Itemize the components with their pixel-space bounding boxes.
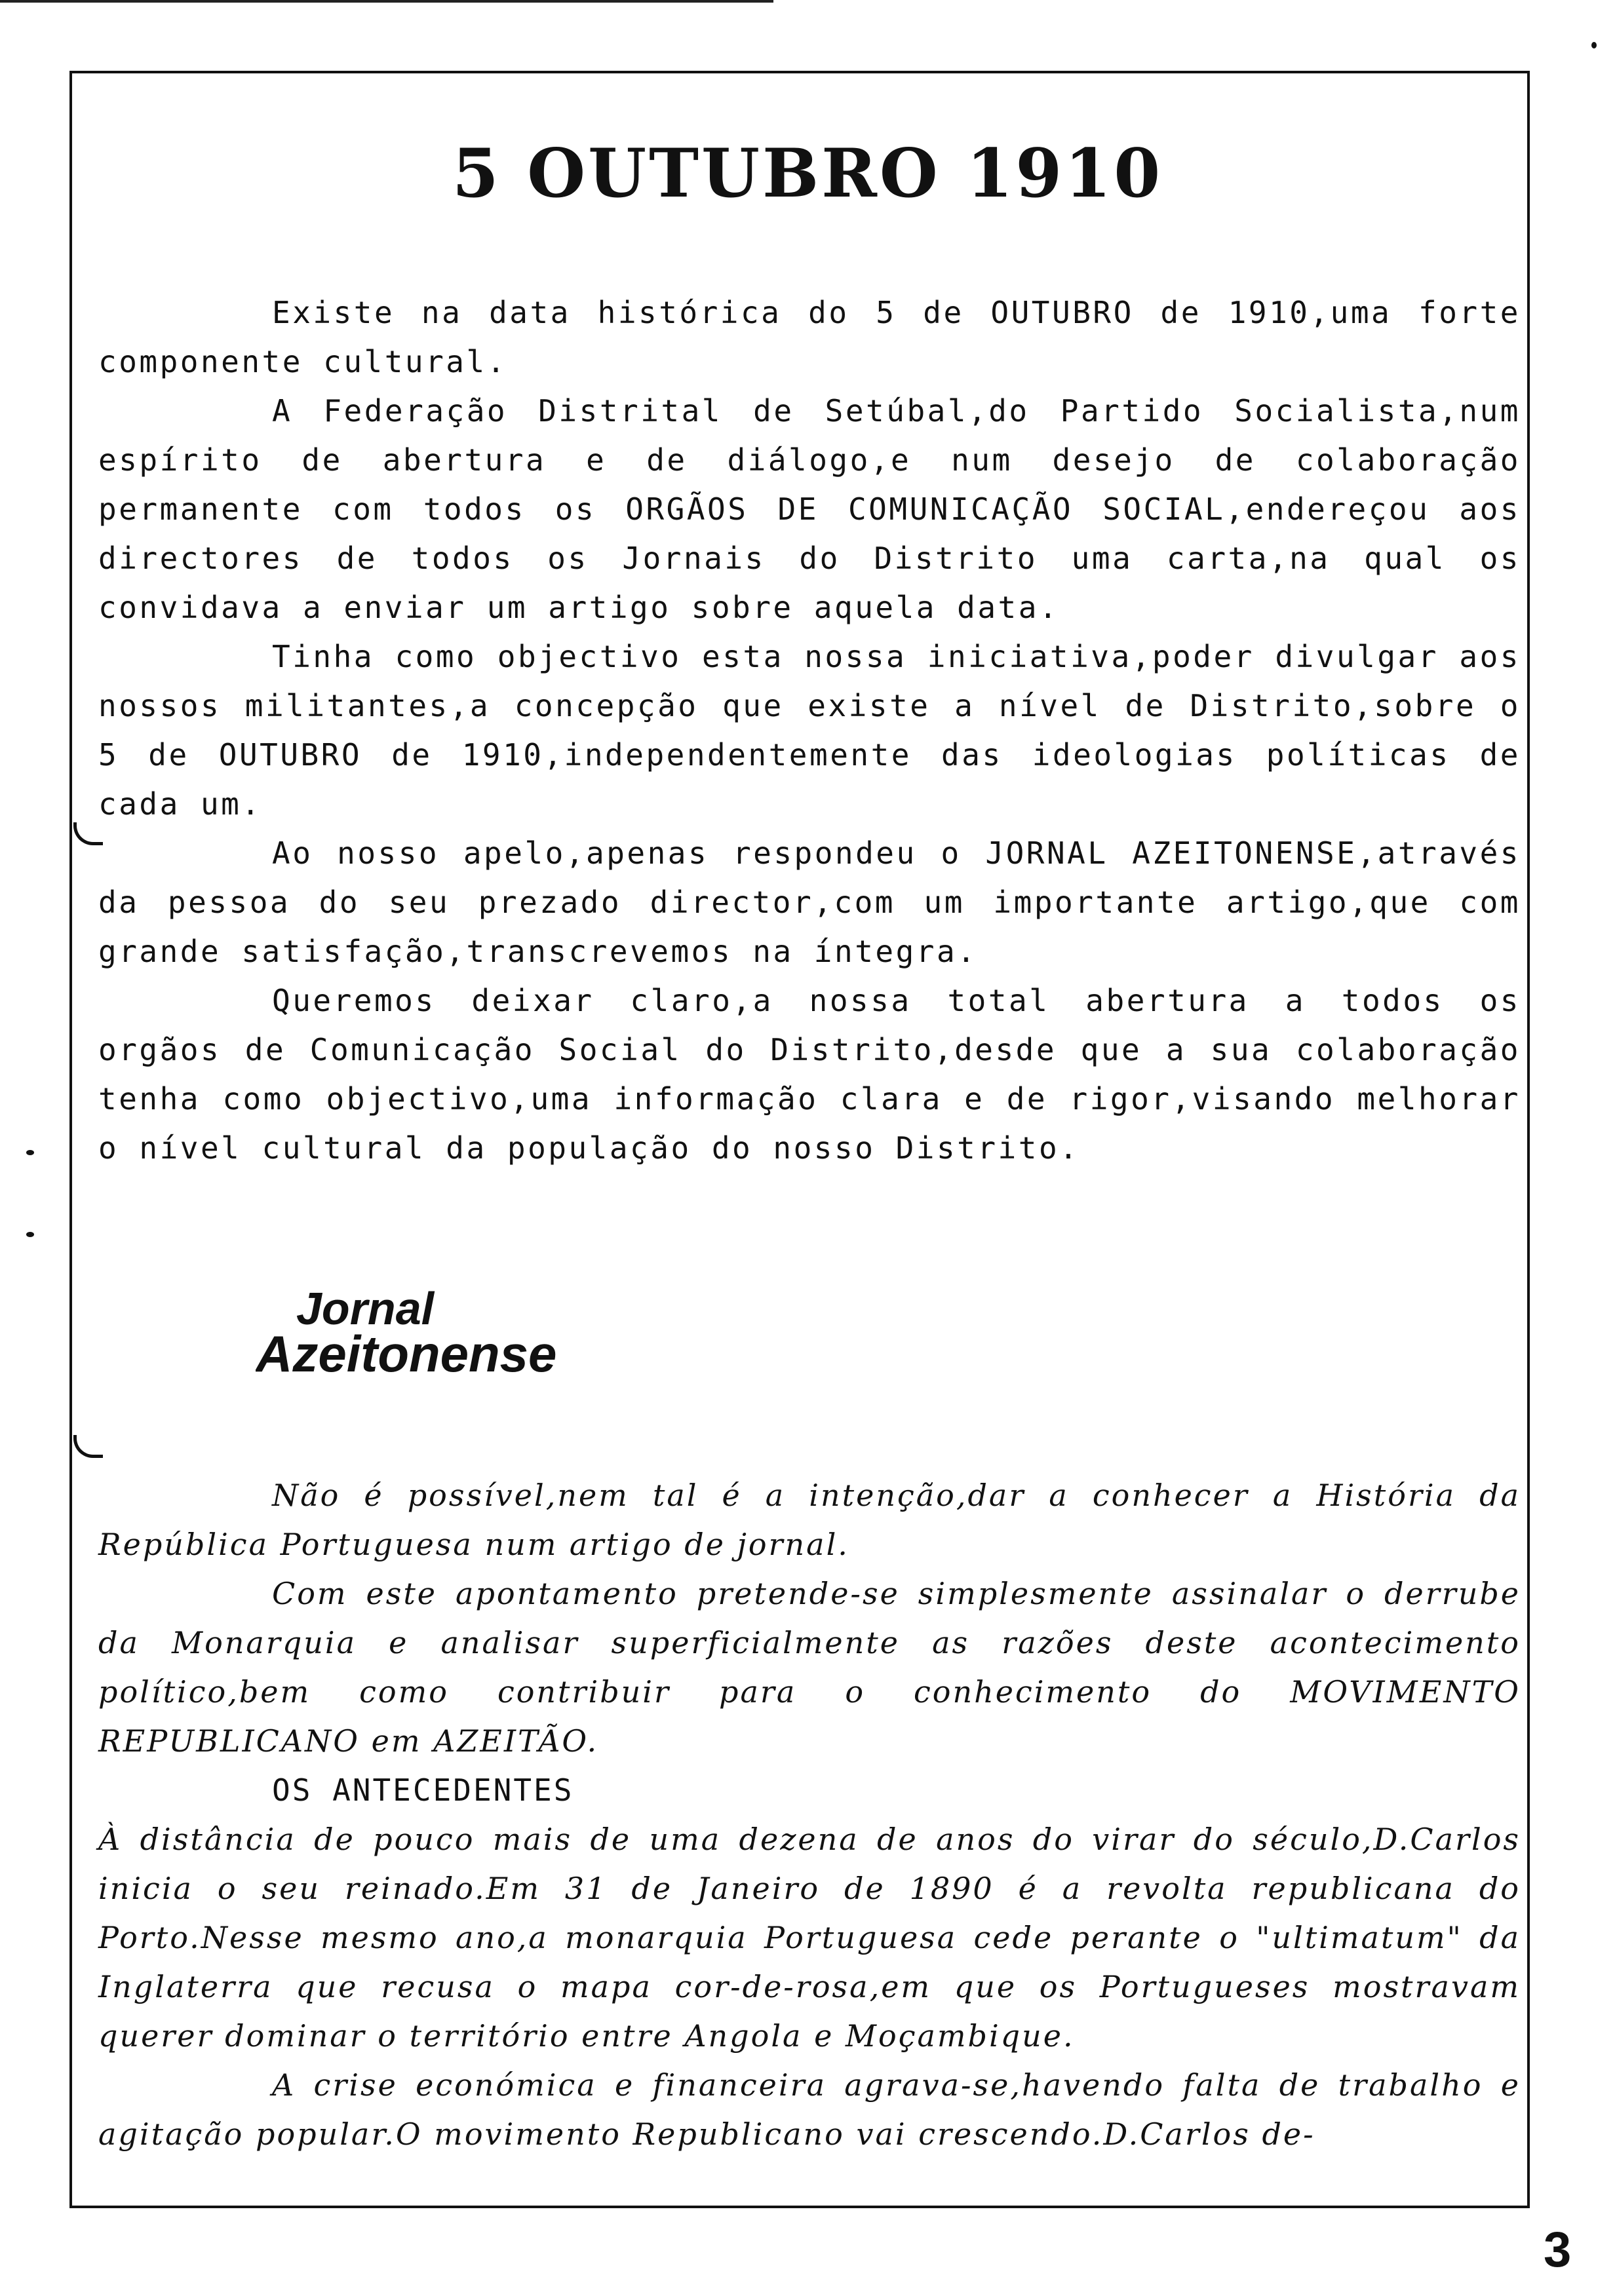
section-heading: OS ANTECEDENTES — [272, 1772, 574, 1808]
scan-speck — [26, 1150, 34, 1155]
jornal-azeitonense-logo — [256, 1281, 596, 1379]
intro-paragraph: Ao nosso apelo,apenas respondeu o JORNAL AZEITONENSE,através da pessoa do seu prezado director,com um importante artigo,que com grande satisfação,transcrevemos na íntegra. — [98, 835, 1521, 969]
page-title: 5 OUTUBRO 1910 — [452, 134, 1163, 213]
article-paragraph: A crise económica e financeira agrava-se,havendo falta de trabalho e agitação popular.O movimento Republicano vai crescendo.D.Carlos de- — [98, 2067, 1521, 2152]
page-number: 3 — [1544, 2222, 1572, 2278]
intro-paragraph: Tinha como objectivo esta nossa iniciativa,poder divulgar aos nossos militantes,a concepção que existe a nível de Distrito,sobre o 5 de OUTUBRO de 1910,independentemente das ideologias políticas de cada um. — [98, 639, 1521, 822]
intro-paragraph: A Federação Distrital de Setúbal,do Partido Socialista,num espírito de abertura e de diálogo,e num desejo de colaboração permanente com todos os ORGÃOS DE COMUNICAÇÃO SOCIAL,endereçou aos directores de todos os Jornais do Distrito uma carta,na qual os convidava a enviar um artigo sobre aquela data. — [98, 393, 1521, 625]
logo-line-2: Azeitonense — [256, 1325, 557, 1379]
top-rule — [0, 0, 773, 3]
scan-speck — [1591, 42, 1597, 48]
scan-speck — [26, 1232, 34, 1237]
article-paragraph: Com este apontamento pretende-se simplesmente assinalar o derrube da Monarquia e analisar superficialmente as razões deste acontecimento político,bem como contribuir para o conhecimento do MOVIMENTO REPUBLICANO em AZEITÃO. — [98, 1576, 1521, 1759]
intro-paragraph: Queremos deixar claro,a nossa total abertura a todos os orgãos de Comunicação Social do Distrito,desde que a sua colaboração tenha como objectivo,uma informação clara e de rigor,visando melhorar o nível cultural da população do nosso Distrito. — [98, 983, 1521, 1166]
intro-section — [98, 288, 1521, 1173]
article-section — [98, 1471, 1521, 2159]
article-paragraph: Não é possível,nem tal é a intenção,dar a conhecer a História da República Portuguesa num artigo de jornal. — [98, 1478, 1521, 1562]
logo-line-1: Jornal — [296, 1283, 435, 1334]
intro-paragraph: Existe na data histórica do 5 de OUTUBRO de 1910,uma forte componente cultural. — [98, 295, 1521, 379]
article-paragraph: À distância de pouco mais de uma dezena de anos do virar do século,D.Carlos inicia o seu reinado.Em 31 de Janeiro de 1890 é a revolta republicana do Porto.Nesse mesmo ano,a monarquia Portuguesa cede perante o "ultimatum" da Inglaterra que recusa o mapa cor-de-rosa,em que os Portugueses mostravam querer dominar o território entre Angola e Moçambique. — [98, 1822, 1521, 2054]
